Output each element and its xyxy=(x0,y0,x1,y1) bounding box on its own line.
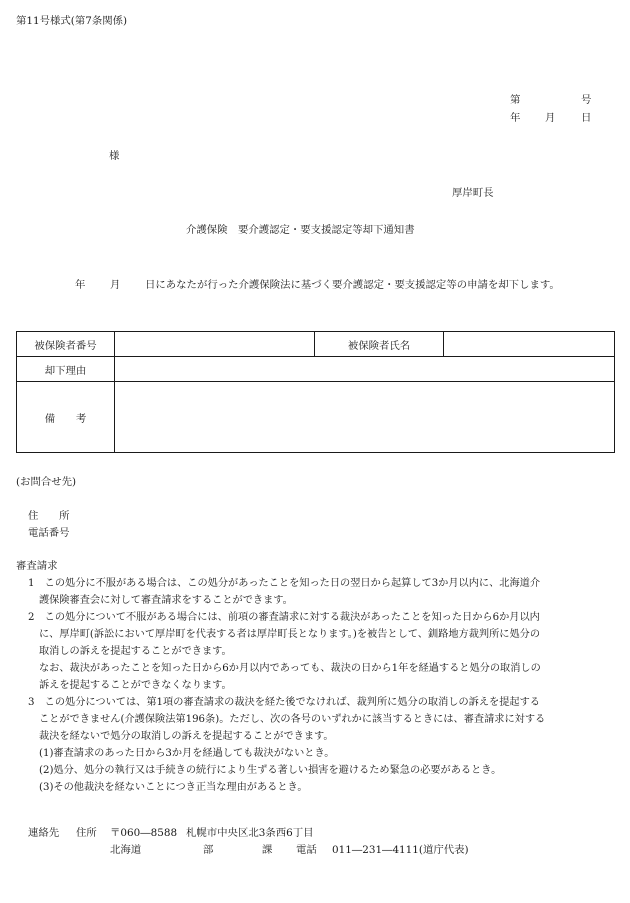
contact-phone-number: 011―231―4111(道庁代表) xyxy=(332,844,469,856)
date-day-label: 日 xyxy=(581,112,592,124)
rejection-reason-cell[interactable] xyxy=(115,357,615,382)
review-line-7: 訴えを提起することができなくなります。 xyxy=(39,680,232,691)
notice-year-label: 年 xyxy=(75,279,86,291)
notice-month-label: 月 xyxy=(110,279,121,291)
date-month-label: 月 xyxy=(545,112,556,124)
form-number: 第11号様式(第7条関係) xyxy=(16,15,128,27)
date-year-label: 年 xyxy=(510,112,521,124)
review-subitem-3: (3)その他裁決を経ないことにつき正当な理由があるとき。 xyxy=(39,782,308,793)
insured-name-label: 被保険者氏名 xyxy=(315,332,444,357)
contact-section-label: 課 xyxy=(262,844,273,856)
rejection-reason-label: 却下理由 xyxy=(17,357,115,382)
contact-label: 連絡先 xyxy=(28,827,60,839)
review-line-2: 護保険審査会に対して審査請求をすることができます。 xyxy=(39,595,293,606)
number-label-go: 号 xyxy=(581,94,592,106)
insured-info-table xyxy=(16,331,615,453)
insured-name-cell[interactable] xyxy=(444,332,615,357)
document-title: 介護保険 要介護認定・要支援認定等却下通知書 xyxy=(186,224,415,236)
number-label-dai: 第 xyxy=(510,94,521,106)
addressee-honorific: 様 xyxy=(109,150,120,162)
review-line-10: 裁決を経ないで処分の取消しの訴えを提起することができます。 xyxy=(39,731,334,742)
review-line-1: 1 この処分に不服がある場合は、この処分があったことを知った日の翌日から起算して3か月以内に、北海道介 xyxy=(28,578,541,589)
review-line-6: なお、裁決があったことを知った日から6か月以内であっても、裁決の日から1年を経過すると処分の取消しの xyxy=(39,663,541,674)
contact-prefecture: 北海道 xyxy=(110,844,142,856)
contact-address-label: 住所 xyxy=(76,827,97,839)
inquiry-phone-label: 電話番号 xyxy=(28,527,70,539)
review-subitem-1: (1)審査請求のあった日から3か月を経過しても裁決がないとき。 xyxy=(39,748,335,759)
review-line-4: に、厚岸町(訴訟において厚岸町を代表する者は厚岸町長となります。)を被告として、釧路地方裁判所に処分の xyxy=(39,629,541,640)
review-line-9: ことができません(介護保険法第196条)。ただし、次の各号のいずれかに該当するときには、審査請求に対する xyxy=(39,714,546,725)
contact-phone-label: 電話 xyxy=(296,844,317,856)
review-line-3: 2 この処分について不服がある場合には、前項の審査請求に対する裁決があったことを知った日から6か月以内 xyxy=(28,612,540,623)
review-heading: 審査請求 xyxy=(16,560,58,572)
remarks-cell[interactable] xyxy=(115,382,615,453)
contact-department-label: 部 xyxy=(203,844,214,856)
inquiry-address-label: 住 所 xyxy=(28,510,70,522)
remarks-label: 備 考 xyxy=(17,382,115,453)
insured-number-cell[interactable] xyxy=(115,332,315,357)
review-subitem-2: (2)処分、処分の執行又は手続きの続行により生ずる著しい損害を避けるため緊急の必要があるとき。 xyxy=(39,765,502,776)
inquiry-heading: (お問合せ先) xyxy=(16,476,77,488)
insured-number-label: 被保険者番号 xyxy=(17,332,115,357)
contact-address: 札幌市中央区北3条西6丁目 xyxy=(186,827,314,839)
review-line-5: 取消しの訴えを提起することができます。 xyxy=(39,646,232,657)
review-line-8: 3 この処分については、第1項の審査請求の裁決を経た後でなければ、裁判所に処分の取消しの訴えを提起する xyxy=(28,697,540,708)
contact-postal-code: 〒060―8588 xyxy=(110,827,178,839)
notice-text: 日にあなたが行った介護保険法に基づく要介護認定・要支援認定等の申請を却下します。 xyxy=(145,279,560,291)
issuer-name: 厚岸町長 xyxy=(452,187,494,199)
